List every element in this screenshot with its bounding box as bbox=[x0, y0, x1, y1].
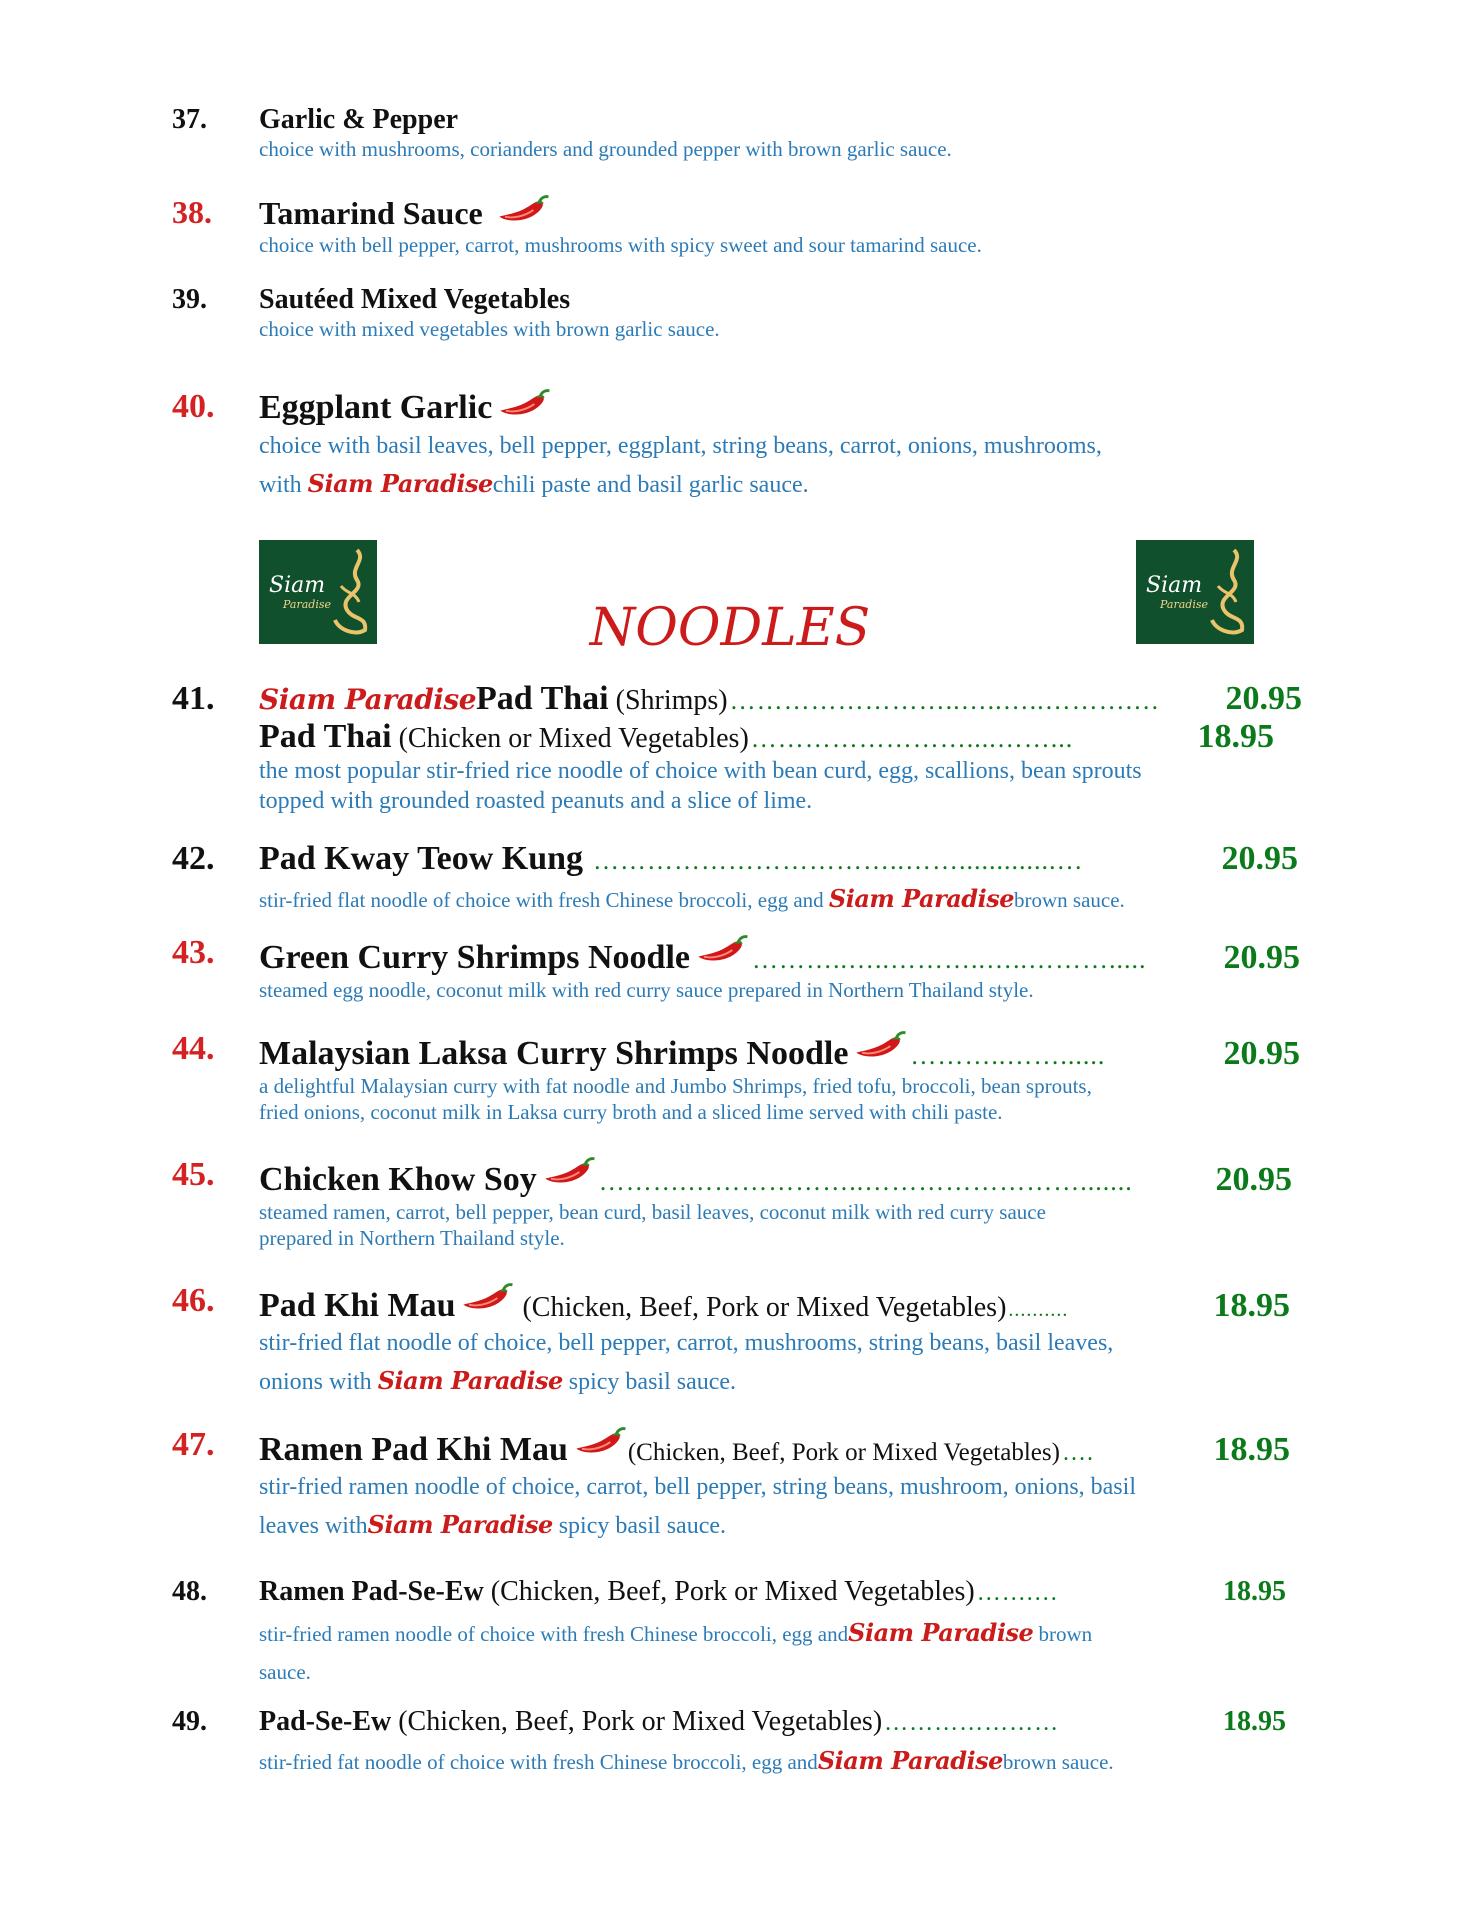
item-number: 48. bbox=[172, 1576, 207, 1607]
menu-item-46 bbox=[172, 1282, 1342, 1412]
menu-item-41 bbox=[172, 680, 1342, 840]
item-description: choice with mushrooms, corianders and grounded pepper with brown garlic sauce. bbox=[259, 137, 952, 161]
menu-item-38 bbox=[172, 194, 1342, 266]
brand-name: Siam Paradise bbox=[377, 1366, 563, 1396]
desc-text: brown bbox=[1038, 1622, 1093, 1646]
brand-name: Siam Paradise bbox=[367, 1510, 553, 1540]
chili-pepper-icon bbox=[850, 1030, 908, 1064]
item-number: 45. bbox=[172, 1156, 215, 1193]
item-number: 47. bbox=[172, 1426, 215, 1463]
item-description: choice with bell pepper, carrot, mushrooms with spicy sweet and sour tamarind sauce. bbox=[259, 233, 982, 257]
item-price: 18.95 bbox=[1197, 718, 1274, 755]
item-qualifier: (Chicken or Mixed Vegetables) bbox=[398, 723, 749, 754]
item-name: Malaysian Laksa Curry Shrimps Noodle bbox=[259, 1035, 849, 1072]
leader-dots: …. bbox=[1061, 1440, 1094, 1466]
menu-item-39 bbox=[172, 284, 1342, 352]
logo-subtext: Paradise bbox=[283, 598, 331, 611]
menu-item-45 bbox=[172, 1156, 1342, 1262]
item-description: prepared in Northern Thailand style. bbox=[259, 1226, 565, 1251]
item-price: 20.95 bbox=[1225, 680, 1302, 717]
menu-item-43 bbox=[172, 934, 1342, 1014]
item-name: Chicken Khow Soy bbox=[259, 1161, 537, 1198]
item-name: Ramen Pad-Se-Ew bbox=[259, 1576, 484, 1607]
logo-text: Siam bbox=[1146, 573, 1203, 598]
leader-dots: ……………………..…..…..……….… bbox=[729, 686, 1161, 715]
chili-pepper-icon bbox=[570, 1426, 628, 1460]
item-qualifier: (Chicken, Beef, Pork or Mixed Vegetables) bbox=[627, 1439, 1060, 1466]
menu-item-47 bbox=[172, 1426, 1342, 1556]
item-number: 43. bbox=[172, 934, 215, 971]
item-description: stir-fried flat noodle of choice with fresh Chinese broccoli, egg and bbox=[259, 888, 824, 912]
item-description: brown sauce. bbox=[1002, 1750, 1114, 1774]
item-description: stir-fried fat noodle of choice with fresh Chinese broccoli, egg and bbox=[259, 1750, 818, 1774]
item-name: Pad-Se-Ew bbox=[259, 1706, 392, 1737]
brand-name: Siam Paradise bbox=[307, 469, 493, 499]
item-name: Pad Thai bbox=[476, 680, 609, 717]
item-description: the most popular stir-fried rice noodle of choice with bean curd, egg, scallions, bean sprouts bbox=[259, 758, 1142, 784]
item-number: 42. bbox=[172, 840, 215, 877]
desc-text: with bbox=[259, 472, 302, 499]
item-price: 18.95 bbox=[1213, 1287, 1290, 1324]
item-name: Eggplant Garlic bbox=[259, 389, 493, 426]
logo-text: Siam bbox=[269, 573, 326, 598]
item-description: sauce. bbox=[259, 1660, 311, 1684]
item-price: 20.95 bbox=[1223, 939, 1300, 976]
item-price: 20.95 bbox=[1223, 1035, 1300, 1072]
item-price: 18.95 bbox=[1223, 1706, 1286, 1737]
desc-text: chili paste and basil garlic sauce. bbox=[492, 472, 809, 499]
item-description: steamed ramen, carrot, bell pepper, bean curd, basil leaves, coconut milk with red curry sauce bbox=[259, 1200, 1046, 1224]
menu-item-48 bbox=[172, 1576, 1342, 1696]
item-number: 38. bbox=[172, 194, 212, 230]
chili-pepper-icon bbox=[493, 194, 551, 228]
item-price: 20.95 bbox=[1215, 1161, 1292, 1198]
item-description: choice with mixed vegetables with brown garlic sauce. bbox=[259, 317, 720, 341]
thai-ornament-icon bbox=[1204, 546, 1250, 638]
section-title-noodles: NOODLES bbox=[589, 598, 871, 658]
item-price: 18.95 bbox=[1213, 1431, 1290, 1468]
chili-pepper-icon bbox=[494, 388, 552, 422]
chili-pepper-icon bbox=[692, 934, 750, 968]
item-name: Pad Khi Mau bbox=[259, 1287, 456, 1324]
item-qualifier: (Chicken, Beef, Pork or Mixed Vegetables) bbox=[522, 1292, 1007, 1323]
desc-text: spicy basil sauce. bbox=[558, 1513, 727, 1540]
leader-dots: ……………………………..…….............… bbox=[593, 846, 1084, 875]
item-description: steamed egg noodle, coconut milk with red curry sauce prepared in Northern Thailand style. bbox=[259, 978, 1034, 1002]
menu-item-40 bbox=[172, 388, 1342, 508]
item-number: 49. bbox=[172, 1706, 207, 1737]
item-description: a delightful Malaysian curry with fat noodle and Jumbo Shrimps, fried tofu, broccoli, bean sprouts, bbox=[259, 1074, 1092, 1098]
siam-paradise-logo-right bbox=[1136, 540, 1254, 644]
desc-text: stir-fried ramen noodle of choice with fresh Chinese broccoli, egg and bbox=[259, 1622, 849, 1646]
item-description: brown sauce. bbox=[1013, 888, 1125, 912]
item-name: Tamarind Sauce bbox=[259, 195, 483, 231]
brand-name: Siam Paradise bbox=[259, 683, 477, 716]
leader-dots: ………..…..………..…..………..... bbox=[751, 945, 1147, 974]
item-name: Green Curry Shrimps Noodle bbox=[259, 939, 690, 976]
item-description: choice with basil leaves, bell pepper, eggplant, string beans, carrot, onions, mushrooms, bbox=[259, 433, 1102, 459]
item-qualifier: (Chicken, Beef, Pork or Mixed Vegetables) bbox=[490, 1576, 975, 1607]
menu-item-49 bbox=[172, 1706, 1342, 1786]
item-number: 41. bbox=[172, 680, 215, 717]
leader-dots: .......... bbox=[1008, 1299, 1069, 1321]
siam-paradise-logo-left bbox=[259, 540, 377, 644]
chili-pepper-icon bbox=[457, 1282, 515, 1316]
item-qualifier: (Chicken, Beef, Pork or Mixed Vegetables) bbox=[398, 1706, 883, 1737]
desc-text: onions with bbox=[259, 1369, 372, 1396]
menu-item-44 bbox=[172, 1030, 1342, 1134]
menu-item-42 bbox=[172, 840, 1342, 928]
item-qualifier: (Shrimps) bbox=[615, 685, 728, 716]
leader-dots: ……………………....……... bbox=[750, 724, 1074, 753]
item-name: Sautéed Mixed Vegetables bbox=[259, 284, 571, 315]
item-description: fried onions, coconut milk in Laksa curry broth and a sliced lime served with chili paste. bbox=[259, 1100, 1003, 1125]
brand-name: Siam Paradise bbox=[848, 1618, 1034, 1647]
leader-dots: ………………… bbox=[884, 1710, 1060, 1736]
brand-name: Siam Paradise bbox=[817, 1746, 1003, 1775]
brand-name: Siam Paradise bbox=[828, 884, 1014, 913]
item-description: stir-fried flat noodle of choice, bell pepper, carrot, mushrooms, string beans, basil leaves, bbox=[259, 1330, 1114, 1356]
thai-ornament-icon bbox=[327, 546, 373, 638]
item-price: 18.95 bbox=[1223, 1576, 1286, 1607]
desc-text: leaves with bbox=[259, 1513, 368, 1540]
item-name: Pad Kway Teow Kung bbox=[259, 840, 584, 877]
desc-text: spicy basil sauce. bbox=[568, 1369, 737, 1396]
leader-dots: ………..……...... bbox=[910, 1041, 1106, 1070]
item-number: 39. bbox=[172, 284, 207, 315]
chili-pepper-icon bbox=[539, 1156, 597, 1190]
leader-dots: ……….………………..……………………....... bbox=[598, 1167, 1133, 1196]
menu-item-37 bbox=[172, 104, 1342, 174]
item-name: Garlic & Pepper bbox=[259, 104, 459, 135]
item-number: 40. bbox=[172, 388, 215, 425]
item-number: 44. bbox=[172, 1030, 215, 1067]
item-price: 20.95 bbox=[1221, 840, 1298, 877]
item-description: stir-fried ramen noodle of choice, carrot, bell pepper, string beans, mushroom, onions, basil bbox=[259, 1474, 1136, 1500]
item-number: 37. bbox=[172, 104, 207, 135]
leader-dots: …….… bbox=[976, 1580, 1059, 1606]
logo-subtext: Paradise bbox=[1160, 598, 1208, 611]
item-name: Ramen Pad Khi Mau bbox=[259, 1431, 568, 1468]
item-description: topped with grounded roasted peanuts and a slice of lime. bbox=[259, 788, 813, 814]
item-number: 46. bbox=[172, 1282, 215, 1319]
item-name: Pad Thai bbox=[259, 718, 392, 755]
